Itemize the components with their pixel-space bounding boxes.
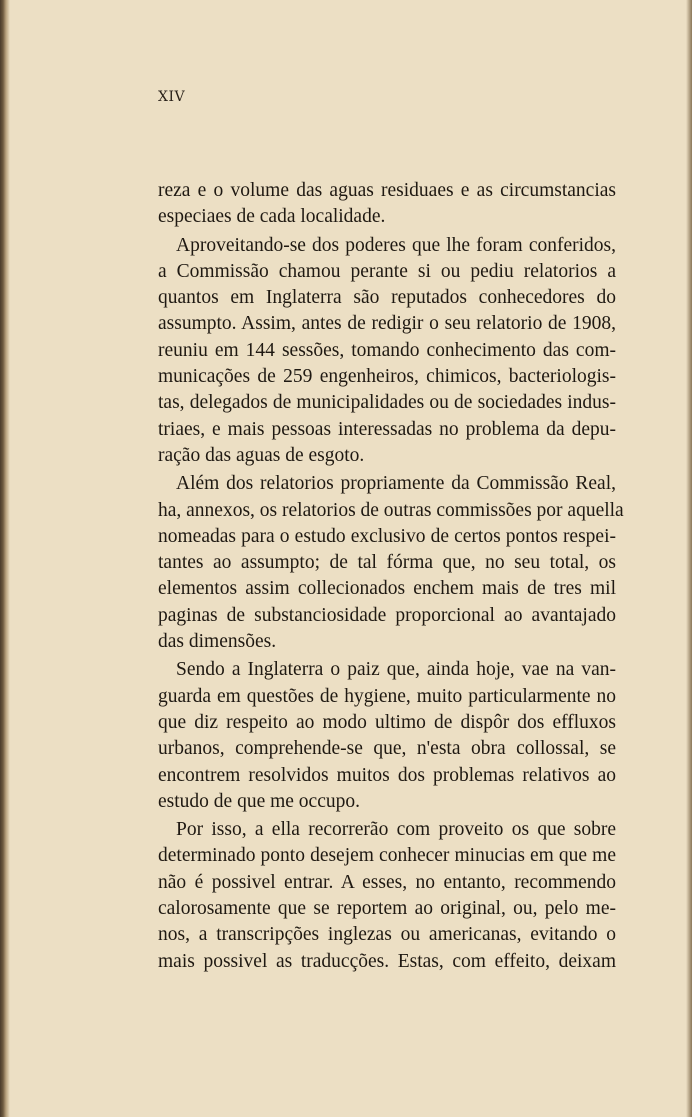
text-line: Além dos relatorios propriamente da Commissão Real, (176, 473, 616, 495)
text-line: urbanos, comprehende-se que, n'esta obra collossal, se (158, 738, 616, 760)
text-line: a Commissão chamou perante si ou pediu relatorios a (158, 260, 616, 282)
text-line: Aproveitando-se dos poderes que lhe foram conferidos, (176, 234, 616, 256)
text-line: triaes, e mais pessoas interessadas no problema da depu- (158, 418, 616, 440)
text-line: Sendo a Inglaterra o paiz que, ainda hoje, vae na van- (176, 659, 616, 681)
paragraph-1 (158, 178, 616, 231)
text-line: reuniu em 144 sessões, tomando conhecimento das com- (158, 339, 616, 361)
text-line: assumpto. Assim, antes de redigir o seu relatorio de 1908, (158, 313, 616, 335)
text-line: Por isso, a ella recorrerão com proveito os que sobre (176, 819, 616, 841)
text-line: quantos em Inglaterra são reputados conhecedores do (158, 287, 616, 309)
text-line: mais possivel as traducções. Estas, com effeito, deixam (158, 950, 616, 972)
text-line: nomeadas para o estudo exclusivo de certos pontos respei- (158, 525, 616, 547)
paragraph-4 (158, 657, 616, 815)
text-line: guarda em questões de hygiene, muito particularmente no (158, 685, 616, 707)
body-text (158, 178, 624, 975)
text-line: reza e o volume das aguas residuaes e as circumstancias (158, 180, 616, 201)
text-line: ha, annexos, os relatorios de outras commissões por aquella (158, 499, 624, 521)
text-line: das dimensões. (158, 631, 277, 653)
text-line: especiaes de cada localidade. (158, 206, 386, 228)
paragraph-2 (158, 233, 616, 470)
text-line: determinado ponto desejem conhecer minucias em que me (158, 845, 616, 867)
paragraph-5 (158, 817, 616, 975)
text-line: estudo de que me occupo. (158, 790, 360, 812)
page-number: XIV (158, 89, 186, 105)
text-line: paginas de substanciosidade proporcional ao avantajado (158, 604, 616, 626)
text-line: tantes ao assumpto; de tal fórma que, no seu total, os (158, 552, 616, 574)
text-line: nos, a transcripções inglezas ou americanas, evitando o (158, 924, 616, 946)
paragraph-3 (158, 471, 624, 655)
text-line: municações de 259 engenheiros, chimicos, bacteriologis- (158, 366, 616, 388)
text-line: calorosamente que se reportem ao original, ou, pelo me- (158, 898, 616, 920)
text-line: elementos assim collecionados enchem mais de tres mil (158, 578, 616, 600)
text-line: ração das aguas de esgoto. (158, 444, 365, 466)
text-line: encontrem resolvidos muitos dos problemas relativos ao (158, 764, 616, 786)
text-line: que diz respeito ao modo ultimo de dispôr dos effluxos (158, 711, 616, 733)
text-line: não é possivel entrar. A esses, no entanto, recommendo (158, 871, 616, 893)
text-line: tas, delegados de municipalidades ou de sociedades indus- (158, 392, 616, 414)
